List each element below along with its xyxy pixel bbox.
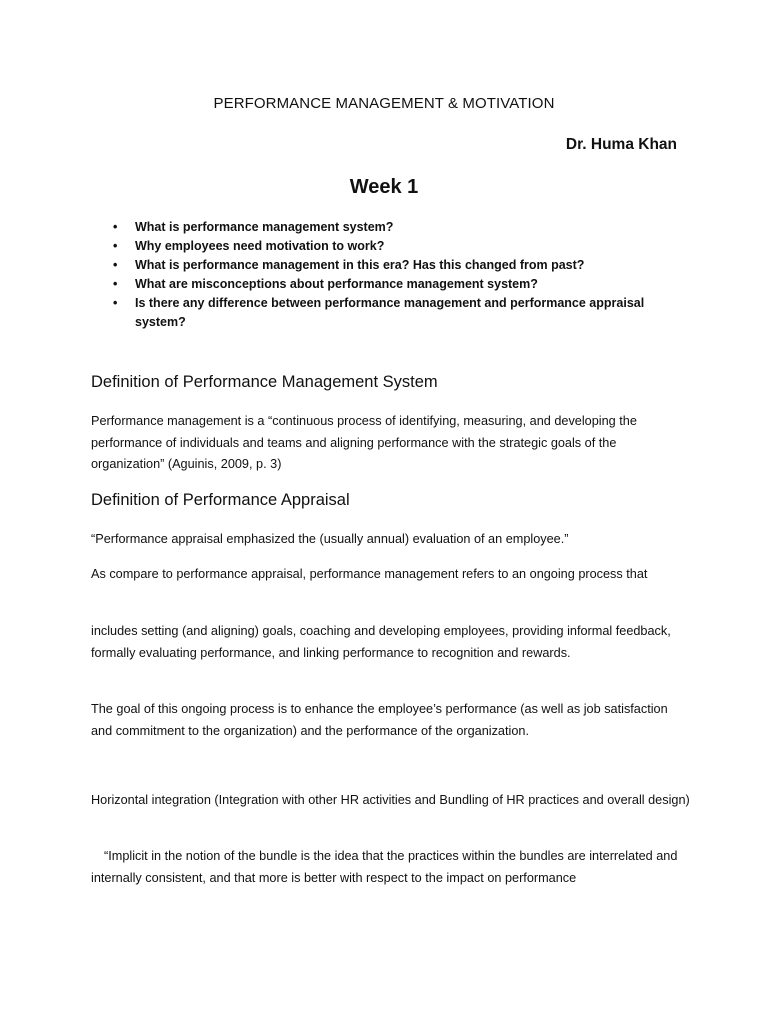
- question-text: What are misconceptions about performance management system?: [135, 277, 538, 291]
- section-heading-appraisal: Definition of Performance Appraisal: [91, 491, 350, 509]
- bullet-icon: •: [113, 220, 118, 234]
- comparison-paragraph: As compare to performance appraisal, performance management refers to an ongoing process that: [91, 567, 648, 581]
- bullet-icon: •: [113, 277, 118, 291]
- author-name: Dr. Huma Khan: [565, 136, 677, 153]
- horizontal-integration-paragraph: Horizontal integration (Integration with other HR activities and Bundling of HR practices and overall design): [91, 793, 690, 807]
- question-text: Is there any difference between performance management and performance appraisal system?: [135, 296, 645, 329]
- includes-paragraph: includes setting (and aligning) goals, coaching and developing employees, providing informal feedback, formally evaluating performance, and linking performance to recognition and rewards.: [91, 624, 671, 660]
- list-item: [113, 275, 683, 294]
- list-item: [113, 294, 683, 332]
- goal-paragraph: The goal of this ongoing process is to enhance the employee’s performance (as well as job satisfaction and commitment to the organization) and the performance of the organization.: [91, 702, 668, 738]
- appraisal-quote-paragraph: “Performance appraisal emphasized the (usually annual) evaluation of an employee.”: [91, 532, 569, 546]
- bundle-quote-paragraph: “Implicit in the notion of the bundle is the idea that the practices within the bundles are interrelated and internally consistent, and that more is better with respect to the impact on performance: [91, 849, 678, 885]
- question-text: Why employees need motivation to work?: [135, 239, 385, 253]
- question-list: [113, 218, 683, 332]
- list-item: [113, 218, 683, 237]
- list-item: [113, 256, 683, 275]
- section-heading-pms: Definition of Performance Management System: [91, 373, 438, 391]
- question-text: What is performance management in this era? Has this changed from past?: [135, 258, 585, 272]
- pms-definition-paragraph: Performance management is a “continuous process of identifying, measuring, and developing the performance of individuals and teams and aligning performance with the strategic goals of the organization” (Aguinis, 2009, p. 3): [91, 414, 637, 472]
- week-heading: Week 1: [349, 176, 419, 198]
- bullet-icon: •: [113, 258, 118, 272]
- question-text: What is performance management system?: [135, 220, 394, 234]
- document-title: PERFORMANCE MANAGEMENT & MOTIVATION: [213, 95, 555, 112]
- list-item: [113, 237, 683, 256]
- bullet-icon: •: [113, 239, 118, 253]
- bullet-icon: •: [113, 296, 118, 310]
